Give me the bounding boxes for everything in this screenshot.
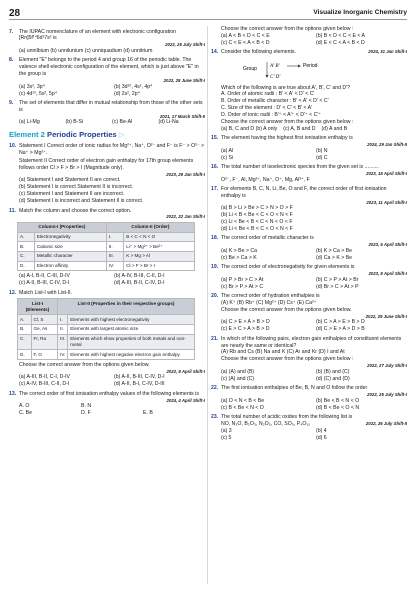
question-text: The correct order of electronegativity for given elements is [221, 264, 355, 271]
option-a: (a) 3 [221, 427, 232, 434]
option-a: (a) 3s², 3p⁴ [19, 83, 45, 90]
question-number: 8. [9, 57, 14, 64]
question-21 [211, 336, 407, 383]
match-table-11 [17, 222, 195, 271]
option-c: (c) C < E < A < B < D [221, 39, 270, 46]
exam-source: 2024, 31 Jan Shift-I [368, 49, 407, 55]
table-cell: I. [106, 232, 123, 242]
table-cell: F, O [31, 350, 58, 360]
exam-source: 2022, 25 July Shift-I [165, 42, 205, 48]
question-text: The correct order of first ionisation enthalpy values of the following elements is [19, 390, 199, 397]
statement-c: C. Size of the element : D′ < C′ < B′ < A′ [221, 105, 313, 112]
option-c: (c) 5 [221, 434, 232, 441]
option-a: (a) Li-Mg [19, 119, 40, 126]
question-15 [211, 135, 407, 161]
option-b: (b) K > Ca > Be [316, 248, 353, 255]
option-b: (b) 4 [316, 427, 327, 434]
table-row [18, 315, 195, 325]
option-a: (a) (A) and (B) [221, 368, 255, 375]
item-e: E. B [143, 410, 153, 417]
question-11 [9, 208, 205, 221]
question-text: The total number of acidic oxides from the following list is [221, 414, 353, 420]
statement-1: Statement I Correct order of ionic radius for Mg²⁺, Na⁺, O²⁻ and F⁻ is F⁻ > O²⁻ > Na⁺ > Mg²⁺. [19, 142, 205, 156]
table-cell: Elements with highest electronegativity [68, 315, 195, 325]
table-row [18, 324, 195, 334]
option-c: (c) Be-Al [112, 119, 133, 126]
group-label: Group [243, 66, 257, 73]
option-d: (d) 2s², 2p⁴ [114, 90, 140, 97]
option-a: (a) K > Be > Ca [221, 248, 258, 255]
question-8 [9, 57, 205, 97]
option-a: (a) C > E > A > B > D [221, 319, 270, 326]
option-a: (a) Al [221, 147, 234, 154]
question-number: 16. [211, 164, 219, 171]
section-heading [9, 130, 205, 140]
exam-source: 2023, 11 April Shift-I [366, 199, 407, 205]
exam-source: 2023, 8 April Shift-I [368, 271, 407, 277]
option-b: (b) Statement I is correct Statement II is incorrect. [19, 184, 134, 191]
table-cell: Elements with largest atomic size [68, 324, 195, 334]
periodic-diagram [243, 58, 407, 83]
option-c: (c) B < Be < N < O [221, 404, 264, 411]
table-cell: B. [18, 324, 32, 334]
table-cell: Cl, S [31, 315, 58, 325]
match-table-12 [17, 298, 195, 359]
exam-source: 2022, 28 June Shift-I [163, 78, 205, 84]
question-number: 15. [211, 135, 219, 142]
option-c: (c) Be > Ca > K [221, 254, 257, 261]
option-c: (c) E > C > A > B > D [221, 326, 270, 333]
table-cell: Cl > F > Br > I [124, 261, 195, 271]
option-a: (a) O < N < B < Be [221, 397, 265, 404]
question-number: 14. [211, 49, 219, 56]
table-cell: Electronegativity [34, 232, 106, 242]
option-c: (c) A-IV, B-III, C-II, D-I [19, 381, 70, 388]
option-c: (c) A-II, B-III, C-IV, D-I [19, 280, 70, 287]
table-cell: III. [58, 334, 68, 350]
ion-list: (A) K⁺ (B) Rb⁺ (C) Mg²⁺ (D) Cs⁺ (E) Ca²⁺ [221, 300, 317, 307]
option-d: (d) E < C < A < B < D [316, 39, 365, 46]
question-number: 10. [9, 142, 17, 149]
question-text: Match the column and choose the correct option. [19, 207, 132, 214]
table-row [18, 261, 195, 271]
option-c: (c) (A) and (C) [221, 375, 255, 382]
table-cell: D. [18, 350, 32, 360]
question-14 [211, 49, 407, 132]
choose-instruction: Choose the correct answer from the options given below : [221, 26, 354, 32]
chevron-right-icon: ▷ [118, 130, 125, 140]
statement-a: A. Order of atomic radii : B′ < A′ < D′ < C′ [221, 91, 315, 98]
table-header: List-I (Elements) [18, 299, 58, 315]
question-text: Element "E" belongs to the period 4 and group 16 of the periodic table. The valence shell electronic configuration of the element, which is just above "E" in the group is [19, 57, 199, 78]
option-b: (b) 3d¹⁰, 4s², 4p⁴ [114, 83, 153, 90]
table-cell: C. [18, 334, 32, 350]
species-list: O²⁻, F⁻, Al, Mg²⁺, Na⁺, O⁺, Mg, Al³⁺, F [221, 176, 310, 183]
section-number: Element 2 [9, 130, 45, 140]
option-b: (b) C > A > E > B > D [316, 319, 365, 326]
table-cell: B. [18, 242, 35, 252]
item-d: D. F [81, 410, 91, 417]
row-a-b: A′ B′ [270, 64, 280, 70]
table-cell: Elements which show properties of both metals and non-metal [68, 334, 195, 350]
table-cell: IV. [106, 261, 123, 271]
question-number: 12. [9, 289, 17, 296]
option-a-b: (a) B, C and D (b) A only [221, 125, 278, 132]
question-ask: Which of the following is are true about A′, B′, C′ and D′? [221, 84, 351, 91]
question-19 [211, 264, 407, 290]
page-number: 28 [9, 8, 21, 19]
option-d: (d) Li < Be < B < C < O < N < F [221, 226, 293, 233]
exam-source: 2021, 17 March Shift-II [159, 113, 205, 119]
row-c-d: C′ D′ [270, 75, 281, 81]
exam-source: 2022, 25 July Shift-I [367, 392, 407, 398]
question-text: The correct order of metallic character is [221, 235, 314, 242]
option-b: (b) (B) and (C) [316, 368, 350, 375]
question-13 [9, 391, 205, 417]
exam-source: 2023, 15 April Shift-I [366, 170, 407, 176]
option-b: (b) C > P > At > Br [316, 276, 359, 283]
option-d: (d) Li-Na [158, 119, 179, 126]
table-row [18, 232, 195, 242]
option-b: (b) B-Si [65, 119, 84, 126]
table-row [18, 252, 195, 262]
exam-source: 2023, 29 Jan Shift-I [166, 171, 205, 177]
group-period-arrows-icon [243, 58, 333, 80]
option-b: (b) Li < B < Be < C < O < N < F [221, 212, 293, 219]
option-a: (a) Statement I and Statement II are correct. [19, 177, 121, 184]
exam-source: 2022, 26 July Shift-II [365, 420, 407, 426]
question-number: 17. [211, 186, 219, 193]
table-cell: I. [58, 315, 68, 325]
exam-source: 2022, 22 Jan Shift-I [166, 214, 205, 220]
option-d: (d) C > E > A > D > B [316, 326, 365, 333]
option-b: (b) N [316, 147, 328, 154]
question-number: 20. [211, 293, 219, 300]
table-row [18, 334, 195, 350]
option-b: (b) A-IV, B-III, C-II, D-I [114, 273, 165, 280]
oxide-list: NO, N₂O, B₂O₃, N₂O₅, CO, SO₃, P₄O₁₀ [221, 420, 311, 427]
option-c: (c) 4d¹⁰, 5s², 5p⁴ [19, 90, 58, 97]
question-13-continued [211, 26, 407, 47]
question-20 [211, 293, 407, 333]
question-text: The total number of isoelectronic species from the given set is .......... [221, 164, 380, 171]
table-cell: C. [18, 252, 35, 262]
item-b: B. N [81, 403, 92, 410]
question-number: 13. [9, 390, 17, 397]
question-number: 7. [9, 28, 14, 35]
table-header: Column-II (Order) [106, 223, 194, 233]
exam-source: 2022, 27 July Shift-I [367, 363, 407, 369]
period-label: Period [303, 63, 318, 70]
option-b: (b) Be < B < N < O [316, 397, 360, 404]
option-d: (d) B < Be < O < N [316, 404, 360, 411]
question-text: Match List-I with List-II. [19, 289, 73, 296]
option-d: (d) A-III, B-II, C-IV, D-I [114, 280, 165, 287]
question-7 [9, 29, 205, 55]
option-c: (c) Li < Be < B < C < N < O < F [221, 219, 293, 226]
question-text: The set of elements that differ in mutual relationship from those of the other sets is [19, 100, 203, 113]
question-number: 23. [211, 414, 219, 420]
option-b: (b) B < D < C < E < A [316, 32, 366, 39]
choose-instruction: Choose the correct answer from the options given below. [19, 361, 150, 368]
question-16 [211, 164, 407, 183]
option-c: (c) Br > P > At > C [221, 283, 264, 290]
book-title: Visualize Inorganic Chemistry [313, 8, 407, 16]
option-d: (d) C [316, 154, 328, 161]
question-text: For elements B, C, N, Li, Be, O and F, the correct order of first ionisation enthalpy is [221, 186, 387, 199]
table-cell: A. [18, 315, 32, 325]
left-column [9, 26, 205, 417]
table-cell: Li⁺ > Mg²⁺ > Be²⁺ [124, 242, 195, 252]
option-a: (a) A-I, B-II, C-III, D-IV [19, 273, 71, 280]
table-cell: D. [18, 261, 35, 271]
question-number: 11. [9, 207, 16, 214]
option-b: (b) A-II, B-III, C-IV, D-I [114, 374, 165, 381]
option-a: (a) A-III, B-II, C-I, D-IV [19, 374, 71, 381]
option-c: (c) A, B and D [283, 125, 316, 132]
table-cell: III. [106, 252, 123, 262]
choose-instruction: Choose the correct answer from the options given below : [221, 356, 354, 363]
question-number: 21. [211, 335, 219, 342]
table-row [18, 350, 195, 360]
table-header: List-II (Properties in their respective groups) [58, 299, 195, 315]
choose-instruction: Choose the correct answer from the options given below : [221, 118, 354, 125]
item-a: A. O [19, 403, 30, 410]
question-12 [9, 290, 205, 297]
table-cell: B < C < N < O [124, 232, 195, 242]
option-d: (d) (C) and (D) [316, 375, 350, 382]
question-text: The IUPAC nomenclature of an element with electronic configuration [Rn]5f¹⁴6d¹7s² is [19, 28, 177, 42]
table-cell: Cationic size [34, 242, 106, 252]
statement-2: Statement II Correct order of electron gain enthalpy for 17th group elements follows order Cl > F > Br > I (Magnitude only). [19, 158, 194, 171]
option-d: (d) Ca > K > Be [316, 254, 353, 261]
table-header: Column-I (Properties) [18, 223, 107, 233]
option-line: (a) unnilbium (b) unnilunium (c) unniquadium (d) unnitrium [19, 47, 153, 54]
question-text: The first ionisation enthalpies of Be, B, N and O follow the order [221, 385, 368, 392]
exam-source: 2022, 29 June Shift-I [365, 313, 407, 319]
exam-source: 2023, 6 April Shift-I [368, 242, 407, 248]
question-text: The element having the highest first ionisation enthalpy is [221, 135, 353, 142]
question-9 [9, 100, 205, 126]
table-cell: Elements with highest negative electron gain enthalpy [68, 350, 195, 360]
option-a: (a) B > Li > Be > C > N > O > F [221, 205, 293, 212]
statement-b: B. Order of metallic character : B′ < A′ < D′ < C′ [221, 98, 329, 105]
table-cell: II. [58, 324, 68, 334]
table-cell: A. [18, 232, 35, 242]
option-d: (d) A and B [321, 125, 348, 132]
pair-list: (A) Rb and Cs (B) Na and K (C) Ar and Kr (D) I and At [221, 349, 345, 356]
option-c: (c) Statement I and Statement II are incorrect. [19, 191, 125, 198]
question-text: The correct order of hydration enthalpies is [221, 293, 320, 300]
question-text: In which of the following pairs, electron gain enthalpies of constituent elements are nearly the same or identical? [221, 335, 402, 349]
statement-d: D. Order of ionic radii : B′⁺ < A′⁺ < D′⁺ < C′⁺ [221, 112, 322, 119]
option-d: (d) Br > C > At > P [316, 283, 359, 290]
table-cell: IV. [58, 350, 68, 360]
item-c: C. Be [19, 410, 32, 417]
table-cell: Ge, As [31, 324, 58, 334]
question-23 [211, 414, 407, 441]
column-divider [207, 26, 208, 584]
question-number: 22. [211, 385, 219, 392]
exam-source: 2024, 4 April Shift-I [166, 397, 205, 403]
section-title: Periodic Properties [47, 130, 117, 140]
table-row [18, 242, 195, 252]
page-header [9, 8, 407, 20]
table-cell: II. [106, 242, 123, 252]
option-d: (d) Statement I is incorrect and Statement II is correct. [19, 198, 144, 205]
choose-instruction: Choose the correct answer from the options given below. [221, 306, 352, 313]
question-22 [211, 385, 407, 411]
option-a: (a) A < B < D < C < E [221, 32, 270, 39]
question-number: 19. [211, 264, 219, 271]
table-cell: Fr, Ra [31, 334, 58, 350]
table-cell: Metallic character [34, 252, 106, 262]
question-number: 18. [211, 235, 219, 242]
question-10 [9, 143, 205, 205]
question-18 [211, 235, 407, 261]
option-d: (d) 6 [316, 434, 327, 441]
exam-source: 2022, 8 April Shift-I [166, 368, 205, 374]
table-cell: K > Mg > Al [124, 252, 195, 262]
table-cell: Electron affinity [34, 261, 106, 271]
right-column [211, 26, 407, 441]
question-number: 9. [9, 100, 14, 106]
question-text: Consider the following elements. [221, 49, 296, 56]
option-c: (c) Si [221, 154, 234, 161]
option-a: (a) P > Br > C > At [221, 276, 264, 283]
exam-source: 2024, 29 Jan Shift-II [367, 142, 407, 148]
question-17 [211, 186, 407, 233]
option-d: (d) A-II, B-I, C-IV, D-III [114, 381, 165, 388]
